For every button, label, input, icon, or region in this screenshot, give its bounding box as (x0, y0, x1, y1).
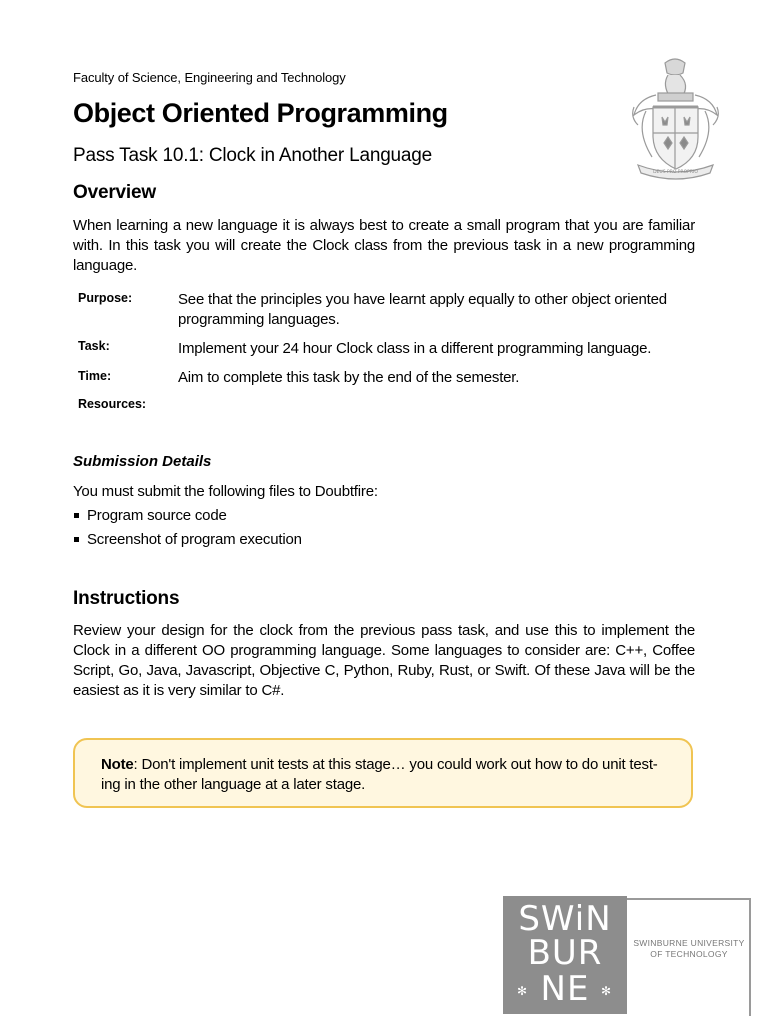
university-name-line-1: SWINBURNE UNIVERSITY (633, 938, 745, 948)
crest-motto: DEUS PRO PROPRIO (653, 170, 698, 175)
submission-list (73, 506, 302, 554)
star-icon: ✻ (601, 984, 612, 998)
logo-line-1: SWiN (518, 899, 612, 939)
overview-heading: Overview (73, 182, 156, 203)
meta-value-task: Implement your 24 hour Clock class in a different programming language. (178, 340, 652, 357)
submission-intro: You must submit the following files to Doubtfire: (73, 483, 378, 500)
instructions-paragraph: Review your design for the clock from the previous pass task, and use this to implement the Clock in a different OO programming language. Some languages to consider are: C++, Coffee Script, Go, Java, Javascript, Objective C, Python, Ruby, Rust, or Swift. Of these Java will be the easiest as it is very similar to C#. (73, 622, 695, 699)
document-title: Object Oriented Programming (73, 98, 448, 128)
meta-label-task: Task: (78, 339, 110, 353)
list-item (73, 530, 302, 554)
meta-label-resources: Resources: (78, 397, 147, 411)
meta-value-purpose: See that the principles you have learnt apply equally to other object oriented programming languages. (178, 291, 667, 328)
note-box (73, 738, 693, 808)
faculty-name: Faculty of Science, Engineering and Technology (73, 70, 346, 85)
university-name-line-2: OF TECHNOLOGY (650, 949, 728, 959)
task-subtitle: Pass Task 10.1: Clock in Another Language (73, 145, 433, 166)
instructions-heading: Instructions (73, 588, 180, 609)
bullet-icon (74, 537, 79, 542)
list-item-text: Program source code (87, 507, 227, 524)
overview-paragraph: When learning a new language it is always best to create a small program that you are familiar with. In this task you will create the Clock class from the previous task in a new programming language. (73, 217, 695, 274)
logo-line-2: BUR (527, 933, 603, 973)
meta-label-purpose: Purpose: (78, 291, 133, 305)
university-crest-icon (628, 55, 723, 225)
logo-line-3: NE (540, 969, 590, 1009)
meta-value-time: Aim to complete this task by the end of the semester. (178, 369, 520, 386)
swinburne-logo (503, 896, 627, 1014)
university-name (630, 938, 748, 960)
note-label: Note (101, 756, 134, 773)
list-item-text: Screenshot of program execution (87, 531, 302, 548)
bullet-icon (74, 513, 79, 518)
meta-label-time: Time: (78, 369, 112, 383)
list-item (73, 506, 302, 530)
submission-heading: Submission Details (73, 453, 212, 470)
note-text: : Don't implement unit tests at this stage… you could work out how to do unit test-ing in the other language at a later stage. (101, 756, 658, 793)
star-icon: ✻ (517, 984, 528, 998)
